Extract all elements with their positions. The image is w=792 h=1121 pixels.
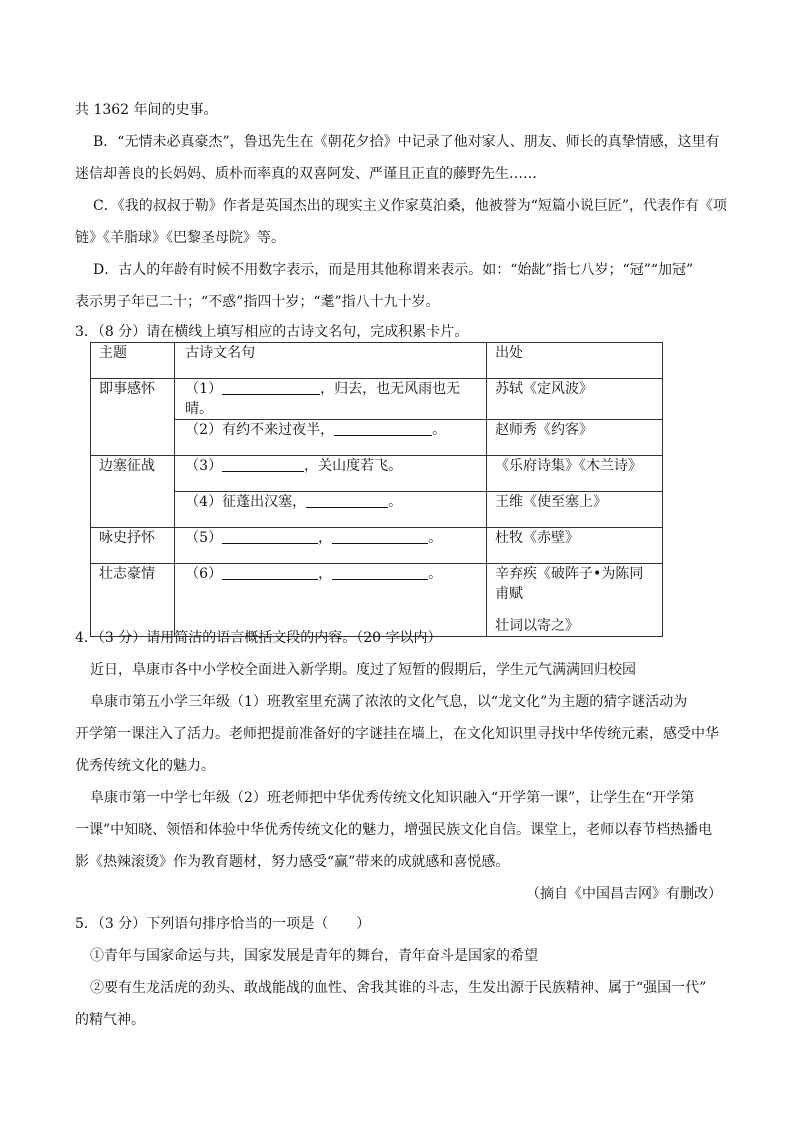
poem-suffix: 。 (428, 530, 443, 546)
poem-cell (175, 456, 487, 492)
poem-cell (175, 379, 487, 420)
poem-suffix: 。 (432, 422, 447, 438)
passage-line: 影《热辣滚烫》作为教育题材，努力感受“赢”带来的成就感和喜悦感。 (75, 854, 510, 870)
poem-cell (175, 528, 487, 564)
question-5-title: 5．（3 分）下列语句排序恰当的一项是（ ） (75, 916, 371, 932)
header-source: 出处 (487, 343, 663, 379)
table-header-row (91, 343, 663, 379)
fill-blank[interactable] (222, 457, 304, 472)
source-cell: 《乐府诗集》《木兰诗》 (487, 456, 663, 492)
passage-line: 开学第一课注入了活力。老师把提前准备好的字谜挂在墙上，在文化知识里寻找中华传统元素，感受中华 (75, 726, 719, 742)
passage-source: （摘自《中国昌吉网》有删改） (526, 886, 722, 902)
source-cell: 赵师秀《约客》 (487, 420, 663, 456)
poem-suffix: 。 (428, 566, 443, 582)
poem-cell (175, 492, 487, 528)
text-line: 共 1362 年间的史事。 (75, 102, 218, 118)
option-b-line2: 迷信却善良的长妈妈、质朴而率真的双喜阿发、严谨且正直的藤野先生…… (75, 166, 537, 182)
table-row (91, 379, 663, 420)
passage-paragraph: 阜康市第一中学七年级（2）班老师把中华优秀传统文化知识融入“开学第一课”，让学生在“开学第 (90, 790, 695, 806)
source-cell: 苏轼《定风波》 (487, 379, 663, 420)
passage-paragraph: 阜康市第五小学三年级（1）班教室里充满了浓浓的文化气息，以“龙文化”为主题的猜字谜活动为 (90, 694, 688, 710)
question-4-title: 4．（3 分）请用简洁的语言概括文段的内容。（20 字以内） (75, 630, 442, 646)
source-line: 辛弃疾《破阵子•为陈同甫赋 (495, 566, 644, 602)
accumulation-card-table (90, 342, 663, 637)
poem-prefix: （5） (185, 530, 223, 546)
theme-cell: 咏史抒怀 (91, 528, 175, 564)
option-d-line1: D．古人的年龄有时候不用数字表示，而是用其他称谓来表示。如：“始龀”指七八岁；“冠”“加冠” (93, 262, 694, 278)
option-d-line2: 表示男子年已二十；“不惑”指四十岁；“耄”指八十九十岁。 (75, 294, 440, 310)
poem-text: ， (318, 566, 333, 582)
fill-blank[interactable] (306, 493, 388, 508)
fill-blank[interactable] (334, 421, 432, 436)
option-c-line2: 链》《羊脂球》《巴黎圣母院》等。 (75, 230, 285, 246)
question-3-title: 3．（8 分）请在横线上填写相应的古诗文名句，完成积累卡片。 (75, 324, 469, 340)
fill-blank[interactable] (222, 529, 318, 544)
passage-line: 一课”中知晓、领悟和体验中华优秀传统文化的魅力，增强民族文化自信。课堂上，老师以春节档热播电 (75, 822, 713, 838)
fill-blank[interactable] (332, 529, 428, 544)
source-line: 壮词以寄之》 (495, 618, 580, 634)
poem-cell (175, 564, 487, 637)
fill-blank[interactable] (332, 565, 428, 580)
poem-text: ，归去，也无风雨也无晴。 (185, 381, 461, 417)
header-theme: 主题 (91, 343, 175, 379)
source-cell (487, 564, 663, 637)
table-row (91, 492, 663, 528)
poem-prefix: （1） (185, 381, 223, 397)
poem-text: ，关山度若飞。 (304, 458, 403, 474)
poem-prefix: （6） (185, 566, 223, 582)
source-cell: 杜牧《赤壁》 (487, 528, 663, 564)
table-row (91, 564, 663, 637)
sentence-item-2: ②要有生龙活虎的劲头、敢战能战的血性、舍我其谁的斗志，生发出源于民族精神、属于“强国一代” (90, 980, 707, 996)
table-row (91, 456, 663, 492)
poem-suffix: 。 (388, 494, 403, 510)
fill-blank[interactable] (222, 380, 320, 395)
poem-prefix: （4）征蓬出汉塞， (185, 494, 307, 510)
theme-cell: 即事感怀 (91, 379, 175, 456)
sentence-item-2-cont: 的精气神。 (75, 1012, 145, 1028)
theme-cell: 壮志豪情 (91, 564, 175, 637)
poem-text: ， (318, 530, 333, 546)
header-poem: 古诗文名句 (175, 343, 487, 379)
option-b-line1: B．“无情未必真豪杰”，鲁迅先生在《朝花夕拾》中记录了他对家人、朋友、师长的真挚情感，这里有 (93, 134, 720, 150)
poem-cell (175, 420, 487, 456)
source-cell: 王维《使至塞上》 (487, 492, 663, 528)
option-c-line1: C．《我的叔叔于勒》作者是英国杰出的现实主义作家莫泊桑，他被誉为“短篇小说巨匠”，代表作有《项 (93, 198, 728, 214)
poem-prefix: （2）有约不来过夜半， (185, 422, 335, 438)
sentence-item-1: ①青年与国家命运与共，国家发展是青年的舞台，青年奋斗是国家的希望 (90, 948, 538, 964)
theme-cell: 边塞征战 (91, 456, 175, 528)
passage-line: 优秀传统文化的魅力。 (75, 758, 215, 774)
fill-blank[interactable] (222, 565, 318, 580)
poem-prefix: （3） (185, 458, 223, 474)
passage-paragraph: 近日，阜康市各中小学校全面进入新学期。度过了短暂的假期后，学生元气满满回归校园 (90, 662, 636, 678)
table-row (91, 420, 663, 456)
table-row (91, 528, 663, 564)
